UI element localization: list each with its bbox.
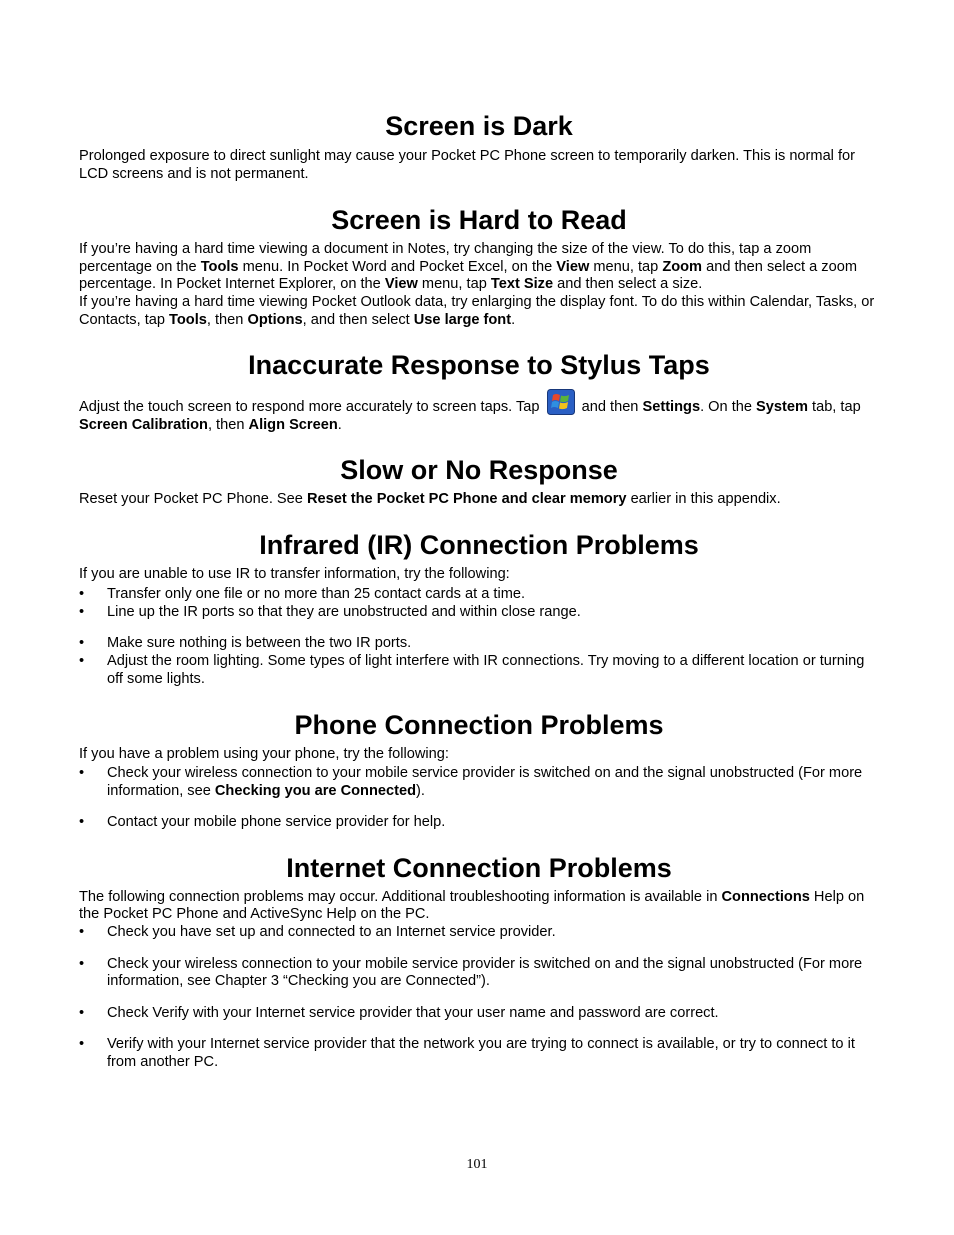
list-item: • Transfer only one file or no more than 25 contact cards at a time. <box>79 585 526 602</box>
list-item: • Verify with your Internet service provider that the network you are trying to connect is available, or try to connect to it from another PC. <box>79 1036 855 1071</box>
bullet: • <box>79 634 85 651</box>
bullet: • <box>79 955 85 972</box>
paragraph-infrared-intro: If you are unable to use IR to transfer information, try the following: <box>79 565 510 582</box>
bullet: • <box>79 1036 85 1053</box>
paragraph-screen-dark: Prolonged exposure to direct sunlight may cause your Pocket PC Phone screen to temporarily darken. This is normal for LCD screens and is not permanent. <box>79 148 856 182</box>
bullet: • <box>79 653 85 670</box>
heading-phone-connection: Phone Connection Problems <box>294 709 664 740</box>
paragraph-phone-intro: If you have a problem using your phone, try the following: <box>79 745 449 762</box>
list-item: • Check Verify with your Internet service provider that your user name and password are correct. <box>79 1004 719 1021</box>
bullet: • <box>79 604 85 621</box>
heading-internet-connection: Internet Connection Problems <box>286 852 672 883</box>
bullet: • <box>79 585 85 602</box>
phone-list <box>79 765 879 832</box>
list-item: • Check your wireless connection to your mobile service provider is switched on and the signal unobstructed (For more information, see Chapter 3 “Checking you are Connected”). <box>79 955 863 990</box>
infrared-list <box>79 586 879 689</box>
list-item: • Contact your mobile phone service provider for help. <box>79 814 446 831</box>
heading-screen-is-dark: Screen is Dark <box>385 111 573 141</box>
paragraph-hard-read-1: If you’re having a hard time viewing a document in Notes, try changing the size of the view. To do this, tap a zoom percentage on the Tools menu. In Pocket Word and Pocket Excel, on the View menu, tap Zoom and then select a zoom percentage. In Pocket Internet Explorer, on the View menu, tap Text Size and then select a size. <box>79 241 857 293</box>
paragraph-slow: Reset your Pocket PC Phone. See Reset the Pocket PC Phone and clear memory earlier in this appendix. <box>79 491 781 508</box>
heading-screen-hard-to-read: Screen is Hard to Read <box>331 205 627 236</box>
heading-infrared: Infrared (IR) Connection Problems <box>259 529 699 560</box>
paragraph-hard-read-2: If you’re having a hard time viewing Pocket Outlook data, try enlarging the display font. To do this within Calendar, Tasks, or Contacts, tap Tools, then Options, and then select Use large font. <box>79 293 875 328</box>
list-item: • Adjust the room lighting. Some types of light interfere with IR connections. Try moving to a different location or turning off some lights. <box>79 653 865 687</box>
page-number: 101 <box>466 1157 488 1172</box>
list-item: • Line up the IR ports so that they are unobstructed and within close range. <box>79 604 581 621</box>
bullet: • <box>79 765 85 782</box>
heading-stylus-taps: Inaccurate Response to Stylus Taps <box>248 350 710 381</box>
page-content <box>79 108 879 1072</box>
bullet: • <box>79 814 85 831</box>
internet-list <box>79 924 879 1072</box>
paragraph-stylus: Adjust the touch screen to respond more accurately to screen taps. Tap and then Settings. On the System tab, tap Screen Calibration, then Align Screen. <box>79 389 879 434</box>
paragraph-internet-intro: The following connection problems may occur. Additional troubleshooting information is available in Connections Help on the Pocket PC Phone and ActiveSync Help on the PC. <box>79 888 865 923</box>
windows-start-icon <box>547 389 575 415</box>
bullet: • <box>79 1004 85 1021</box>
bullet: • <box>79 924 85 941</box>
list-item: • Check you have set up and connected to an Internet service provider. <box>79 924 556 941</box>
list-item: • Make sure nothing is between the two IR ports. <box>79 634 412 651</box>
heading-slow-response: Slow or No Response <box>340 455 618 486</box>
list-item: • Check your wireless connection to your mobile service provider is switched on and the signal unobstructed (For more information, see Checking you are Connected). <box>79 765 863 799</box>
